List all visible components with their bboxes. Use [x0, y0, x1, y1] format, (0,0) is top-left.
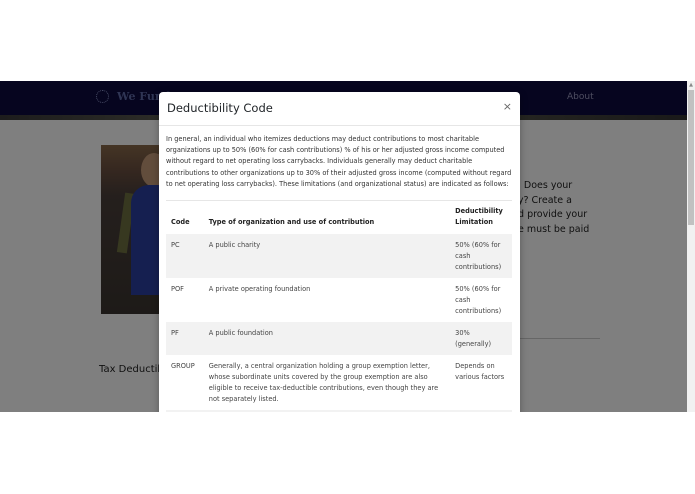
cell-limitation: Depends on various factors — [455, 362, 505, 382]
cell-code: PC — [166, 234, 204, 278]
page — [0, 81, 687, 412]
deductibility-table — [166, 200, 512, 412]
table-row-partial — [166, 410, 512, 412]
table-row — [166, 234, 512, 278]
modal-body — [159, 126, 520, 412]
column-header-type: Type of organization and use of contribution — [204, 201, 450, 235]
modal-title: Deductibility Code — [167, 101, 273, 115]
page-scrollbar[interactable] — [687, 81, 695, 412]
deductibility-code-modal — [159, 92, 520, 412]
cell-type: Generally, a central organization holding a group exemption letter, whose subordinate units covered by the group exemption are also eligible to receive tax-deductible contributions, even though they are not separately listed. — [208, 362, 439, 404]
cell-code: PF — [166, 322, 204, 355]
cell-limitation: 50% (60% for cash contributions) — [455, 285, 502, 316]
table-row — [166, 355, 512, 410]
browser-viewport — [0, 81, 695, 412]
close-icon[interactable]: × — [502, 100, 512, 113]
cell-code: POF — [171, 285, 184, 294]
cell-limitation: 50% (60% for cash contributions) — [450, 234, 512, 278]
table-row — [166, 278, 512, 322]
modal-intro-text: In general, an individual who itemizes deductions may deduct contributions to most charitable organizations up to 50% (60% for cash contributions) % of his or her adjusted gross income computed without regard to net operating loss carrybacks. Individuals generally may deduct charitable contributions to other organizations up to 30% of their adjusted gross income (computed without regard to net operating loss carrybacks). These limitations (and organizational status) are indicated as follows: — [166, 135, 512, 188]
table-row — [166, 322, 512, 355]
column-header-code: Code — [166, 201, 204, 235]
cell-type: A private operating foundation — [208, 285, 311, 294]
modal-header — [159, 92, 520, 126]
scrollbar-thumb[interactable] — [688, 90, 694, 225]
table-header-row — [166, 201, 512, 235]
cell-limitation: 30% (generally) — [450, 322, 512, 355]
column-header-limitation: Deductibility Limitation — [450, 201, 512, 235]
cell-type: A public foundation — [204, 322, 450, 355]
cell-code: GROUP — [171, 362, 195, 371]
cell-type: A public charity — [204, 234, 450, 278]
scroll-up-arrow-icon[interactable]: ▲ — [689, 82, 693, 88]
